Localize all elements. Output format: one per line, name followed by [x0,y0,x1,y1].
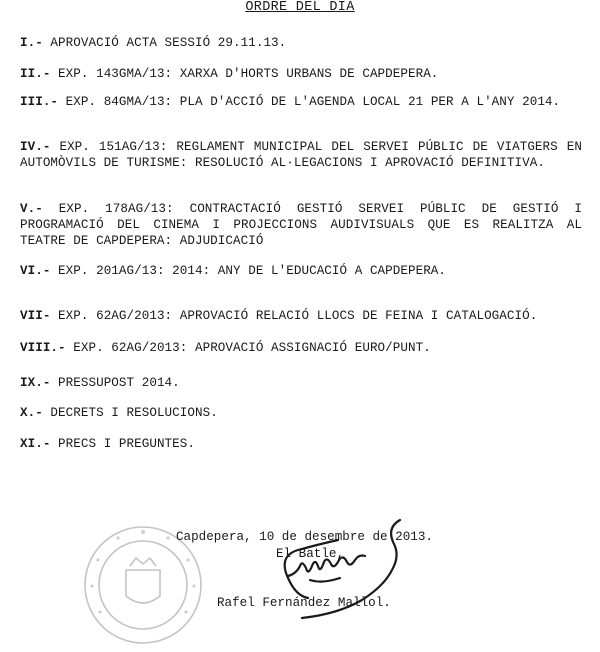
signatory-name: Rafel Fernández Mallol. [217,596,391,610]
item-text: PRESSUPOST 2014. [50,376,180,390]
item-number: II.- [20,67,51,81]
item-number: X.- [20,406,43,420]
item-text: EXP. 151AG/13: REGLAMENT MUNICIPAL DEL SERVEI PÚBLIC DE VIATGERS EN AUTOMÒVILS DE TURISME: RESOLUCIÓ AL·LEGACIONS I APROVACIÓ DEFINITIVA. [20,140,582,170]
agenda-item-1 [20,35,582,51]
agenda-heading: ORDRE DEL DIA [245,0,355,15]
item-text: DECRETS I RESOLUCIONS. [42,406,218,420]
agenda-item-2 [20,66,582,82]
item-text: EXP. 62AG/2013: APROVACIÓ ASSIGNACIÓ EURO/PUNT. [65,341,431,355]
item-number: I.- [20,36,43,50]
item-number: IX.- [20,376,51,390]
item-number: V.- [20,202,43,216]
agenda-item-6 [20,263,582,279]
item-text: PRECS I PREGUNTES. [50,437,195,451]
item-text: EXP. 62AG/2013: APROVACIÓ RELACIÓ LLOCS DE FEINA I CATALOGACIÓ. [50,309,538,323]
item-text: EXP. 84GMA/13: PLA D'ACCIÓ DE L'AGENDA LOCAL 21 PER A L'ANY 2014. [58,95,561,109]
item-text: EXP. 178AG/13: CONTRACTACIÓ GESTIÓ SERVEI PÚBLIC DE GESTIÓ I PROGRAMACIÓ DEL CINEMA I PROJECCIONS AUDIVISUALS QUE ES REALITZA AL TEATRE DE CAPDEPERA: ADJUDICACIÓ [20,202,582,248]
agenda-item-4 [20,139,582,171]
agenda-item-8 [20,340,582,356]
item-number: VII- [20,309,51,323]
agenda-item-5 [20,201,582,249]
agenda-item-11 [20,436,582,452]
agenda-item-7 [20,308,582,324]
agenda-item-3 [20,94,582,110]
signature-place-date: Capdepera, 10 de desembre de 2013. [176,530,433,544]
item-text: APROVACIÓ ACTA SESSIÓ 29.11.13. [42,36,287,50]
item-number: III.- [20,95,59,109]
handwritten-signature-icon [240,510,440,620]
item-number: VI.- [20,264,51,278]
item-text: EXP. 201AG/13: 2014: ANY DE L'EDUCACIÓ A CAPDEPERA. [50,264,447,278]
agenda-item-9 [20,375,582,391]
signature-role: El Batle, [276,547,345,561]
agenda-item-10 [20,405,582,421]
item-number: VIII.- [20,341,66,355]
item-text: EXP. 143GMA/13: XARXA D'HORTS URBANS DE CAPDEPERA. [50,67,439,81]
item-number: IV.- [20,140,51,154]
item-number: XI.- [20,437,51,451]
